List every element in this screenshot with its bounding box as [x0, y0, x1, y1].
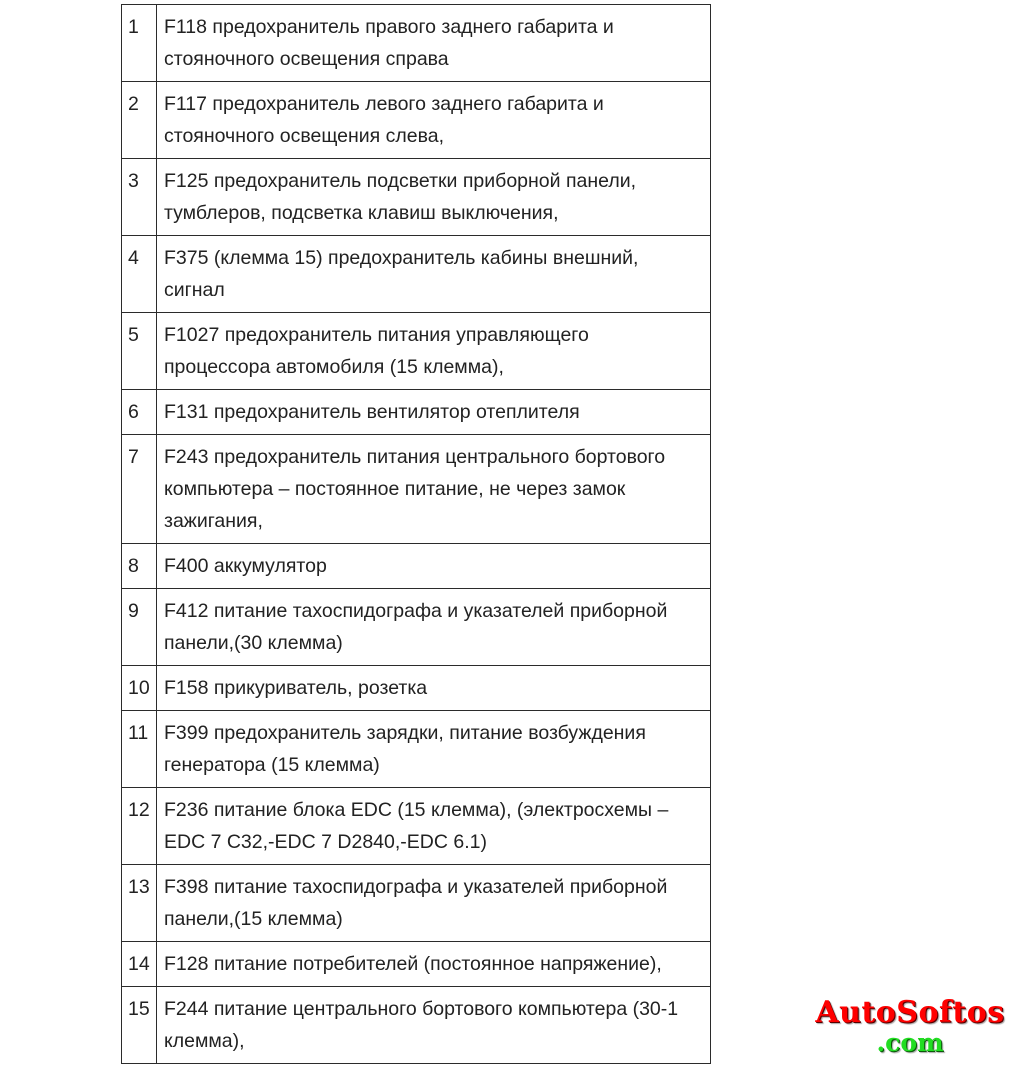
table-row: [122, 589, 711, 666]
row-description: F117 предохранитель левого заднего габарита и стояночного освещения слева,: [157, 82, 711, 159]
row-number: 5: [122, 313, 157, 390]
row-description: F398 питание тахоспидографа и указателей приборной панели,(15 клемма): [157, 865, 711, 942]
row-number: 14: [122, 942, 157, 987]
table-row: [122, 788, 711, 865]
row-number: 2: [122, 82, 157, 159]
table-row: [122, 236, 711, 313]
table-row: [122, 666, 711, 711]
row-number: 1: [122, 5, 157, 82]
table-row: [122, 313, 711, 390]
fuse-table-body: [122, 5, 711, 1064]
row-number: 8: [122, 544, 157, 589]
row-description: F243 предохранитель питания центрального бортового компьютера – постоянное питание, не через замок зажигания,: [157, 435, 711, 544]
row-description: F131 предохранитель вентилятор отеплителя: [157, 390, 711, 435]
row-description: F1027 предохранитель питания управляющего процессора автомобиля (15 клемма),: [157, 313, 711, 390]
table-row: [122, 711, 711, 788]
table-row: [122, 390, 711, 435]
row-description: F399 предохранитель зарядки, питание возбуждения генератора (15 клемма): [157, 711, 711, 788]
row-description: F236 питание блока EDC (15 клемма), (электросхемы – EDC 7 C32,-EDC 7 D2840,-EDC 6.1): [157, 788, 711, 865]
row-description: F244 питание центрального бортового компьютера (30-1 клемма),: [157, 987, 711, 1064]
row-number: 15: [122, 987, 157, 1064]
table-row: [122, 159, 711, 236]
watermark-domain: .com: [876, 1028, 944, 1057]
row-number: 6: [122, 390, 157, 435]
row-description: F375 (клемма 15) предохранитель кабины внешний, сигнал: [157, 236, 711, 313]
table-row: [122, 865, 711, 942]
row-number: 4: [122, 236, 157, 313]
row-description: F412 питание тахоспидографа и указателей приборной панели,(30 клемма): [157, 589, 711, 666]
table-row: [122, 82, 711, 159]
row-description: F128 питание потребителей (постоянное напряжение),: [157, 942, 711, 987]
table-row: [122, 435, 711, 544]
fuse-table: [121, 4, 711, 1064]
watermark-logo: [812, 995, 1008, 1057]
row-number: 13: [122, 865, 157, 942]
watermark-brand: AutoSoftos: [815, 995, 1005, 1030]
row-number: 12: [122, 788, 157, 865]
row-number: 9: [122, 589, 157, 666]
row-number: 3: [122, 159, 157, 236]
row-description: F158 прикуриватель, розетка: [157, 666, 711, 711]
row-number: 10: [122, 666, 157, 711]
row-number: 7: [122, 435, 157, 544]
table-row: [122, 987, 711, 1064]
table-row: [122, 5, 711, 82]
table-row: [122, 544, 711, 589]
row-description: F118 предохранитель правого заднего габарита и стояночного освещения справа: [157, 5, 711, 82]
row-description: F125 предохранитель подсветки приборной панели, тумблеров, подсветка клавиш выключения,: [157, 159, 711, 236]
row-description: F400 аккумулятор: [157, 544, 711, 589]
table-row: [122, 942, 711, 987]
row-number: 11: [122, 711, 157, 788]
